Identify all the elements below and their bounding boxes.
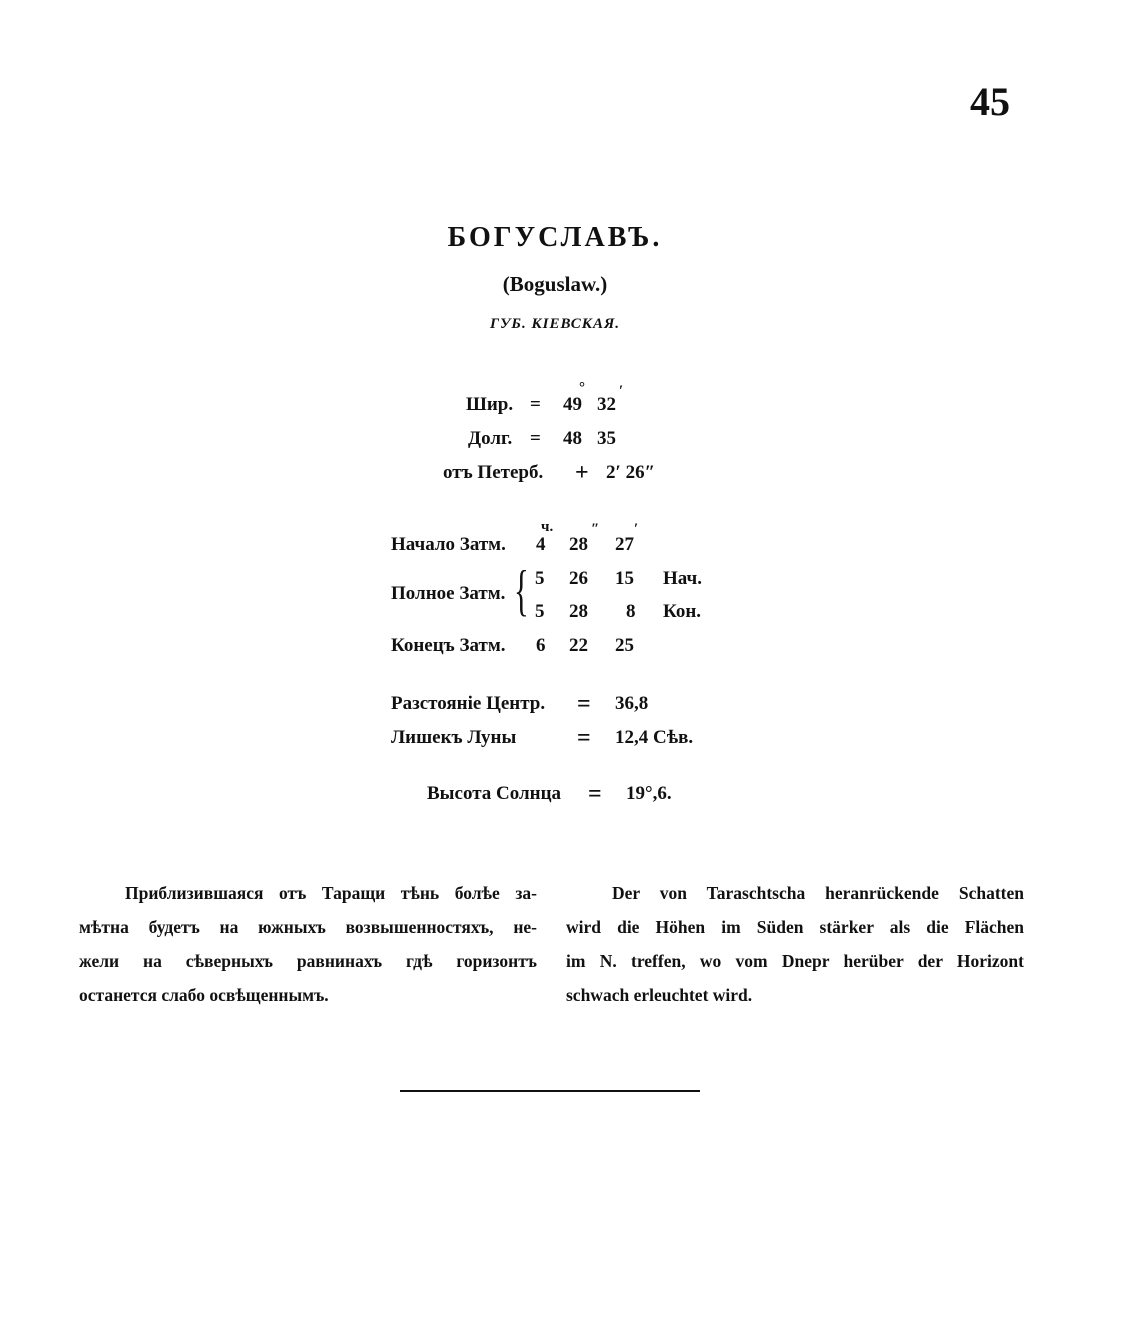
german-line-1: Der von Taraschtscha heranrückende Schatten	[612, 883, 1024, 903]
longitude-equals: =	[530, 428, 541, 449]
eclipse-begin-seconds: 27	[615, 534, 634, 555]
eclipse-begin-minutes: 28	[569, 534, 588, 555]
end-rule-divider	[400, 1090, 700, 1092]
page-title: БОГУСЛАВЪ.	[447, 222, 663, 253]
russian-line-1: Приблизившаяся отъ Таращи тѣнь болѣе за-	[125, 883, 537, 903]
total-begin-minutes: 26	[569, 568, 588, 589]
eclipse-end-label: Конецъ Затм.	[391, 635, 506, 656]
page-number: 45	[970, 79, 1010, 124]
eclipse-begin-hours: 4	[536, 534, 546, 555]
province-label: ГУБ. КІЕВСКАЯ.	[489, 316, 621, 332]
russian-line-4: останется слабо освѣщеннымъ.	[79, 985, 329, 1005]
total-begin-seconds: 15	[615, 568, 634, 589]
minute-mark: ′	[619, 383, 624, 399]
german-line-3: im N. treffen, wo vom Dnepr herüber der Horizont	[566, 951, 1024, 971]
total-begin-tag: Нач.	[663, 568, 702, 589]
latitude-degrees: 49	[563, 394, 582, 415]
sun-altitude-value: 19°,6.	[626, 783, 672, 804]
moon-limb-value: 12,4 Сѣв.	[615, 727, 694, 748]
center-distance-value: 36,8	[615, 693, 649, 714]
eclipse-end-seconds: 25	[615, 635, 634, 656]
latitude-label: Шир.	[466, 394, 514, 415]
longitude-degrees: 48	[563, 428, 582, 449]
german-paragraph	[566, 876, 1024, 1012]
longitude-minutes: 35	[597, 428, 616, 449]
latitude-equals: =	[530, 394, 541, 415]
minutes-unit: ″	[591, 521, 600, 537]
degree-mark: °	[579, 380, 585, 396]
moon-limb-label: Лишекъ Луны	[391, 727, 517, 748]
petersburg-label: отъ Петерб.	[443, 462, 544, 483]
sun-altitude-equals: =	[588, 781, 602, 807]
seconds-unit: ′	[634, 521, 639, 537]
latin-subtitle: (Boguslaw.)	[502, 272, 608, 296]
center-distance-equals: =	[577, 691, 591, 717]
longitude-label: Долг.	[468, 428, 513, 449]
hours-unit: ч.	[541, 519, 554, 535]
total-eclipse-label: Полное Затм.	[391, 583, 506, 604]
russian-line-2: мѣтна будетъ на южныхъ возвышенностяхъ, не-	[79, 917, 537, 937]
center-distance-label: Разстояніе Центр.	[391, 693, 546, 714]
eclipse-end-minutes: 22	[569, 635, 588, 656]
total-end-hours: 5	[535, 601, 545, 622]
latitude-minutes: 32	[597, 394, 616, 415]
total-end-tag: Кон.	[663, 601, 702, 622]
german-line-2: wird die Höhen im Süden stärker als die Flächen	[566, 917, 1024, 937]
total-begin-hours: 5	[535, 568, 545, 589]
brace-mark: {	[514, 560, 529, 622]
russian-paragraph	[79, 876, 537, 1012]
german-line-4: schwach erleuchtet wird.	[566, 985, 753, 1005]
moon-limb-equals: =	[577, 725, 591, 751]
total-end-minutes: 28	[569, 601, 588, 622]
petersburg-value: 2′ 26″	[606, 462, 656, 483]
petersburg-sign: +	[575, 460, 589, 486]
total-end-seconds: 8	[626, 601, 636, 622]
eclipse-end-hours: 6	[536, 635, 546, 656]
russian-line-3: жели на сѣверныхъ равнинахъ гдѣ горизонтъ	[79, 951, 537, 971]
eclipse-begin-label: Начало Затм.	[391, 534, 506, 555]
sun-altitude-label: Высота Солнца	[427, 783, 562, 804]
